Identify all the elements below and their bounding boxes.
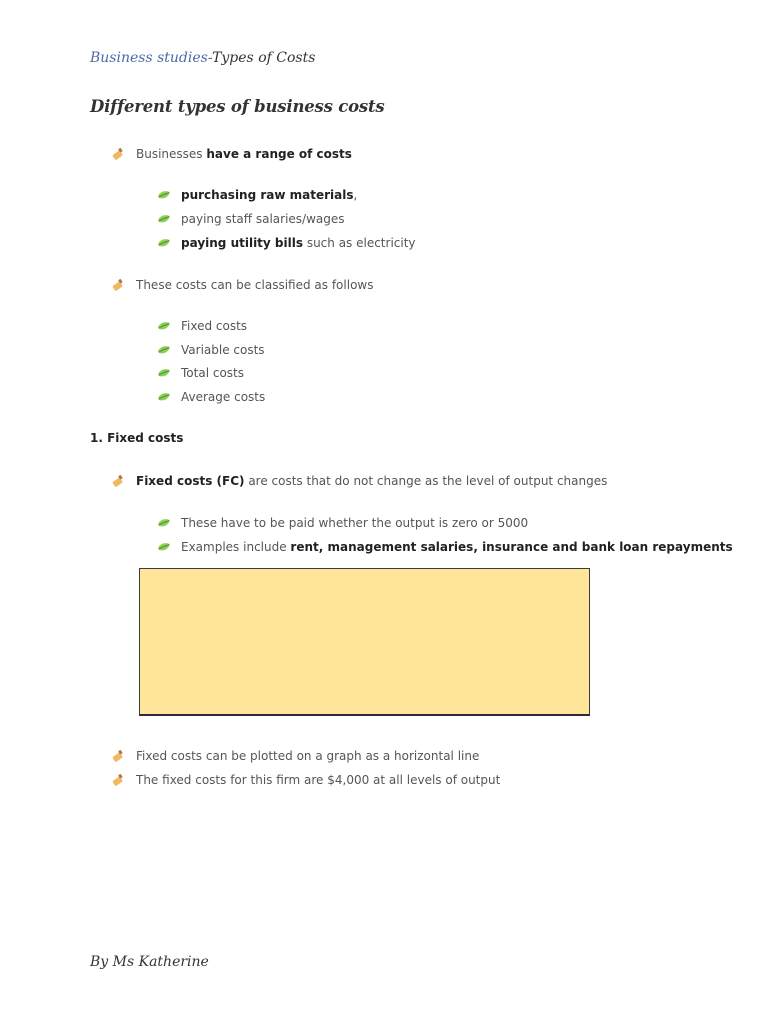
leaf-icon xyxy=(157,189,171,201)
list-item-text: Examples include xyxy=(181,540,291,554)
list-item-text: such as electricity xyxy=(303,236,416,250)
list-item-text: Total costs xyxy=(181,366,244,380)
graph-note-text: The fixed costs for this firm are $4,000 at all levels of output xyxy=(136,773,501,787)
intro-bold: have a range of costs xyxy=(206,147,352,161)
classify-text: These costs can be classified as follows xyxy=(136,278,374,292)
page-title: Different types of business costs xyxy=(90,97,385,116)
list-item-text: , xyxy=(353,188,358,202)
leaf-icon xyxy=(157,541,171,553)
fixed-def-text: are costs that do not change as the level of output changes xyxy=(244,474,608,488)
pencil-icon xyxy=(112,474,126,488)
graph-placeholder-box xyxy=(139,568,590,716)
list-item-text: Average costs xyxy=(181,390,266,404)
list-item-bold: purchasing raw materials xyxy=(181,188,354,202)
leaf-icon xyxy=(157,517,171,529)
leaf-icon xyxy=(157,320,171,332)
leaf-icon xyxy=(157,344,171,356)
leaf-icon xyxy=(157,213,171,225)
leaf-icon xyxy=(157,367,171,379)
list-item-text: Fixed costs xyxy=(181,319,248,333)
list-item-text: Variable costs xyxy=(181,343,265,357)
graph-note-text: Fixed costs can be plotted on a graph as a horizontal line xyxy=(136,749,480,763)
pencil-icon xyxy=(112,278,126,292)
pencil-icon xyxy=(112,147,126,161)
leaf-icon xyxy=(157,237,171,249)
section-heading: 1. Fixed costs xyxy=(90,431,184,445)
leaf-icon xyxy=(157,391,171,403)
fixed-def-bold: Fixed costs (FC) xyxy=(136,474,245,488)
header-subject: Business studies- xyxy=(90,50,213,66)
page-header xyxy=(90,50,315,66)
page-footer: By Ms Katherine xyxy=(90,954,209,970)
pencil-icon xyxy=(112,749,126,763)
list-item-bold: rent, management salaries, insurance and bank loan repayments xyxy=(290,540,733,554)
list-item-bold: paying utility bills xyxy=(181,236,303,250)
header-topic: Types of Costs xyxy=(212,50,316,66)
intro-text: Businesses xyxy=(136,147,207,161)
list-item-text: paying staff salaries/wages xyxy=(181,212,345,226)
pencil-icon xyxy=(112,773,126,787)
list-item-text: These have to be paid whether the output is zero or 5000 xyxy=(181,516,529,530)
